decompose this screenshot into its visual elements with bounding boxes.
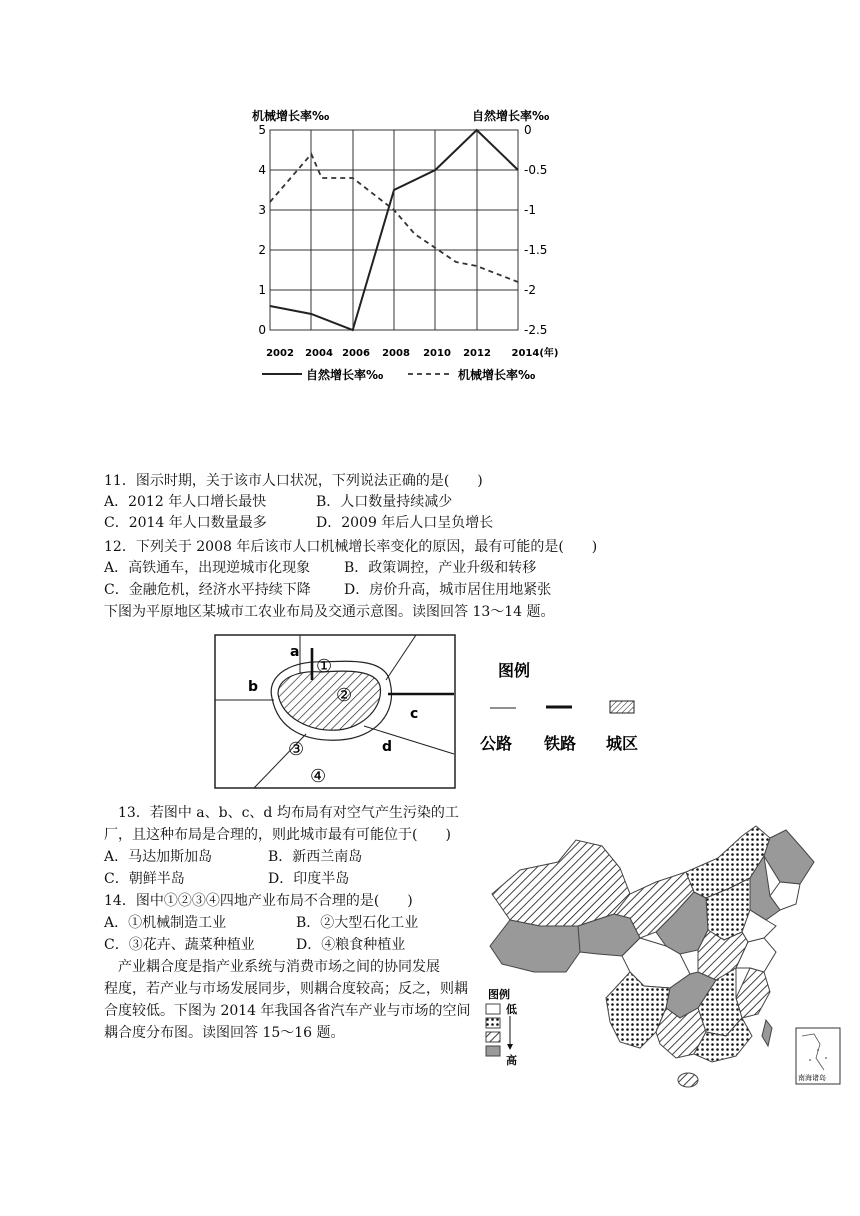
city-layout-map [214,634,664,794]
inset-label: 南海诸岛 [798,1074,826,1082]
zone-3-label: ③ [288,739,305,760]
legend-rail-label: 铁路 [544,734,577,753]
q13-stem-line2: 厂，且这种布局是合理的，则此城市最有可能位于( ) [104,827,451,843]
site-a-label: a [290,644,300,660]
intro-15-16-line2: 程度，若产业与市场发展同步，则耦合度较高；反之，则耦 [104,981,468,997]
legend-road-label: 公路 [480,734,513,753]
left-tick: 0 [258,323,266,337]
left-tick: 2 [258,243,266,257]
q11-stem: 11．图示时期，关于该市人口状况，下列说法正确的是( ) [104,473,483,489]
x-tick: 2006 [342,348,370,359]
legend-city-swatch [610,701,634,713]
region-taiwan [762,1020,772,1046]
q13-option-a[interactable]: A．马达加斯加岛 [104,849,213,865]
right-tick-labels [524,123,547,337]
q11-options-row1 [104,491,604,513]
q13-option-b[interactable]: B．新西兰南岛 [268,849,363,865]
right-tick: -2 [524,283,536,297]
q14-option-b[interactable]: B．②大型石化工业 [296,915,419,931]
citymap-legend [480,661,638,753]
right-axis-title: 自然增长率‰ [472,109,550,123]
site-d-label: d [382,739,393,755]
left-tick: 3 [258,203,266,217]
q14-option-a[interactable]: A．①机械制造工业 [104,915,227,931]
intro-15-16-line3: 合度较低。下图为 2014 年我国各省汽车产业与市场的空间 [104,1003,471,1019]
q13-options-row2 [104,868,464,890]
x-tick: 2014(年) [511,348,559,359]
q11-option-a[interactable]: A．2012 年人口增长最快 [104,494,267,510]
x-tick: 2008 [382,348,410,359]
q14-options-row2 [104,934,464,956]
q13-option-c[interactable]: C．朝鲜半岛 [104,871,185,887]
region-xinjiang [492,840,630,926]
left-tick: 4 [258,163,266,177]
q12-option-a[interactable]: A．高铁通车，出现逆城市化现象 [104,560,311,576]
left-tick: 1 [258,283,266,297]
q11-options-row2 [104,512,604,534]
right-tick: -2.5 [524,323,548,337]
intro-15-16-line1: 产业耦合度是指产业系统与消费市场之间的协同发展 [118,959,440,975]
q12-options-row1 [104,557,664,579]
population-growth-chart [250,100,570,390]
region-zhejiang [736,968,770,1018]
south-china-sea-inset [796,1028,840,1084]
q12-option-c[interactable]: C．金融危机，经济水平持续下降 [104,582,311,598]
intro-13-14: 下图为平原地区某城市工农业布局及交通示意图。读图回答 13～14 题。 [104,604,555,620]
legend-high-label: 高 [506,1054,517,1067]
left-tick: 5 [258,123,266,137]
x-tick: 2004 [305,348,333,359]
right-tick: -1 [524,203,536,217]
legend-mechanical-label: 机械增长率‰ [458,368,536,382]
q12-options-row2 [104,579,664,601]
q14-option-d[interactable]: D．④粮食种植业 [296,937,406,953]
x-tick-labels [266,346,558,359]
site-b-label: b [248,679,259,695]
q14-option-c[interactable]: C．③花卉、蔬菜种植业 [104,937,255,953]
q11-option-c[interactable]: C．2014 年人口数量最多 [104,515,267,531]
left-axis-title: 机械增长率‰ [252,109,330,123]
q14-options-row1 [104,912,464,934]
legend-city-label: 城区 [606,734,639,753]
right-tick: -1.5 [524,243,548,257]
x-tick: 2002 [266,348,294,359]
legend-low-label: 低 [506,1003,517,1016]
urban-area [278,671,381,730]
x-tick: 2010 [423,348,451,359]
region-heilongjiang [764,830,814,884]
x-tick: 2012 [463,348,491,359]
legend-arrow-head [507,1044,513,1050]
legend-grey-swatch [486,1046,500,1056]
legend-natural-label: 自然增长率‰ [306,368,384,382]
zone-2-label: ② [336,685,353,706]
q12-option-b[interactable]: B．政策调控，产业升级和转移 [344,560,537,576]
q13-stem-line1: 13．若图中 a、b、c、d 均布局有对空气产生污染的工 [118,805,459,821]
region-hainan [678,1073,698,1087]
zone-4-label: ④ [310,766,327,787]
q11-option-b[interactable]: B．人口数量持续减少 [316,494,453,510]
citymap-legend-title: 图例 [498,661,531,680]
zone-1-label: ① [316,656,333,677]
q13-options-row1 [104,846,464,868]
left-tick-labels [258,123,266,337]
q11-option-d[interactable]: D．2009 年后人口呈负增长 [316,515,494,531]
q12-option-d[interactable]: D．房价升高，城市居住用地紧张 [344,582,552,598]
q12-stem: 12．下列关于 2008 年后该市人口机械增长率变化的原因，最有可能的是( ) [104,539,598,555]
q14-stem: 14．图中①②③④四地产业布局不合理的是( ) [104,893,413,909]
intro-15-16-line4: 耦合度分布图。读图回答 15～16 题。 [104,1025,345,1041]
legend-dots-swatch [486,1018,500,1028]
right-tick: -0.5 [524,163,548,177]
q13-option-d[interactable]: D．印度半岛 [268,871,350,887]
china-coupling-map [480,822,845,1094]
chinamap-legend [486,987,517,1067]
legend-diag-swatch [486,1032,500,1042]
site-c-label: c [410,706,419,722]
chart-legend [262,367,535,382]
chinamap-legend-title: 图例 [488,988,510,1001]
right-tick: 0 [524,123,532,137]
legend-low-swatch [486,1004,500,1014]
